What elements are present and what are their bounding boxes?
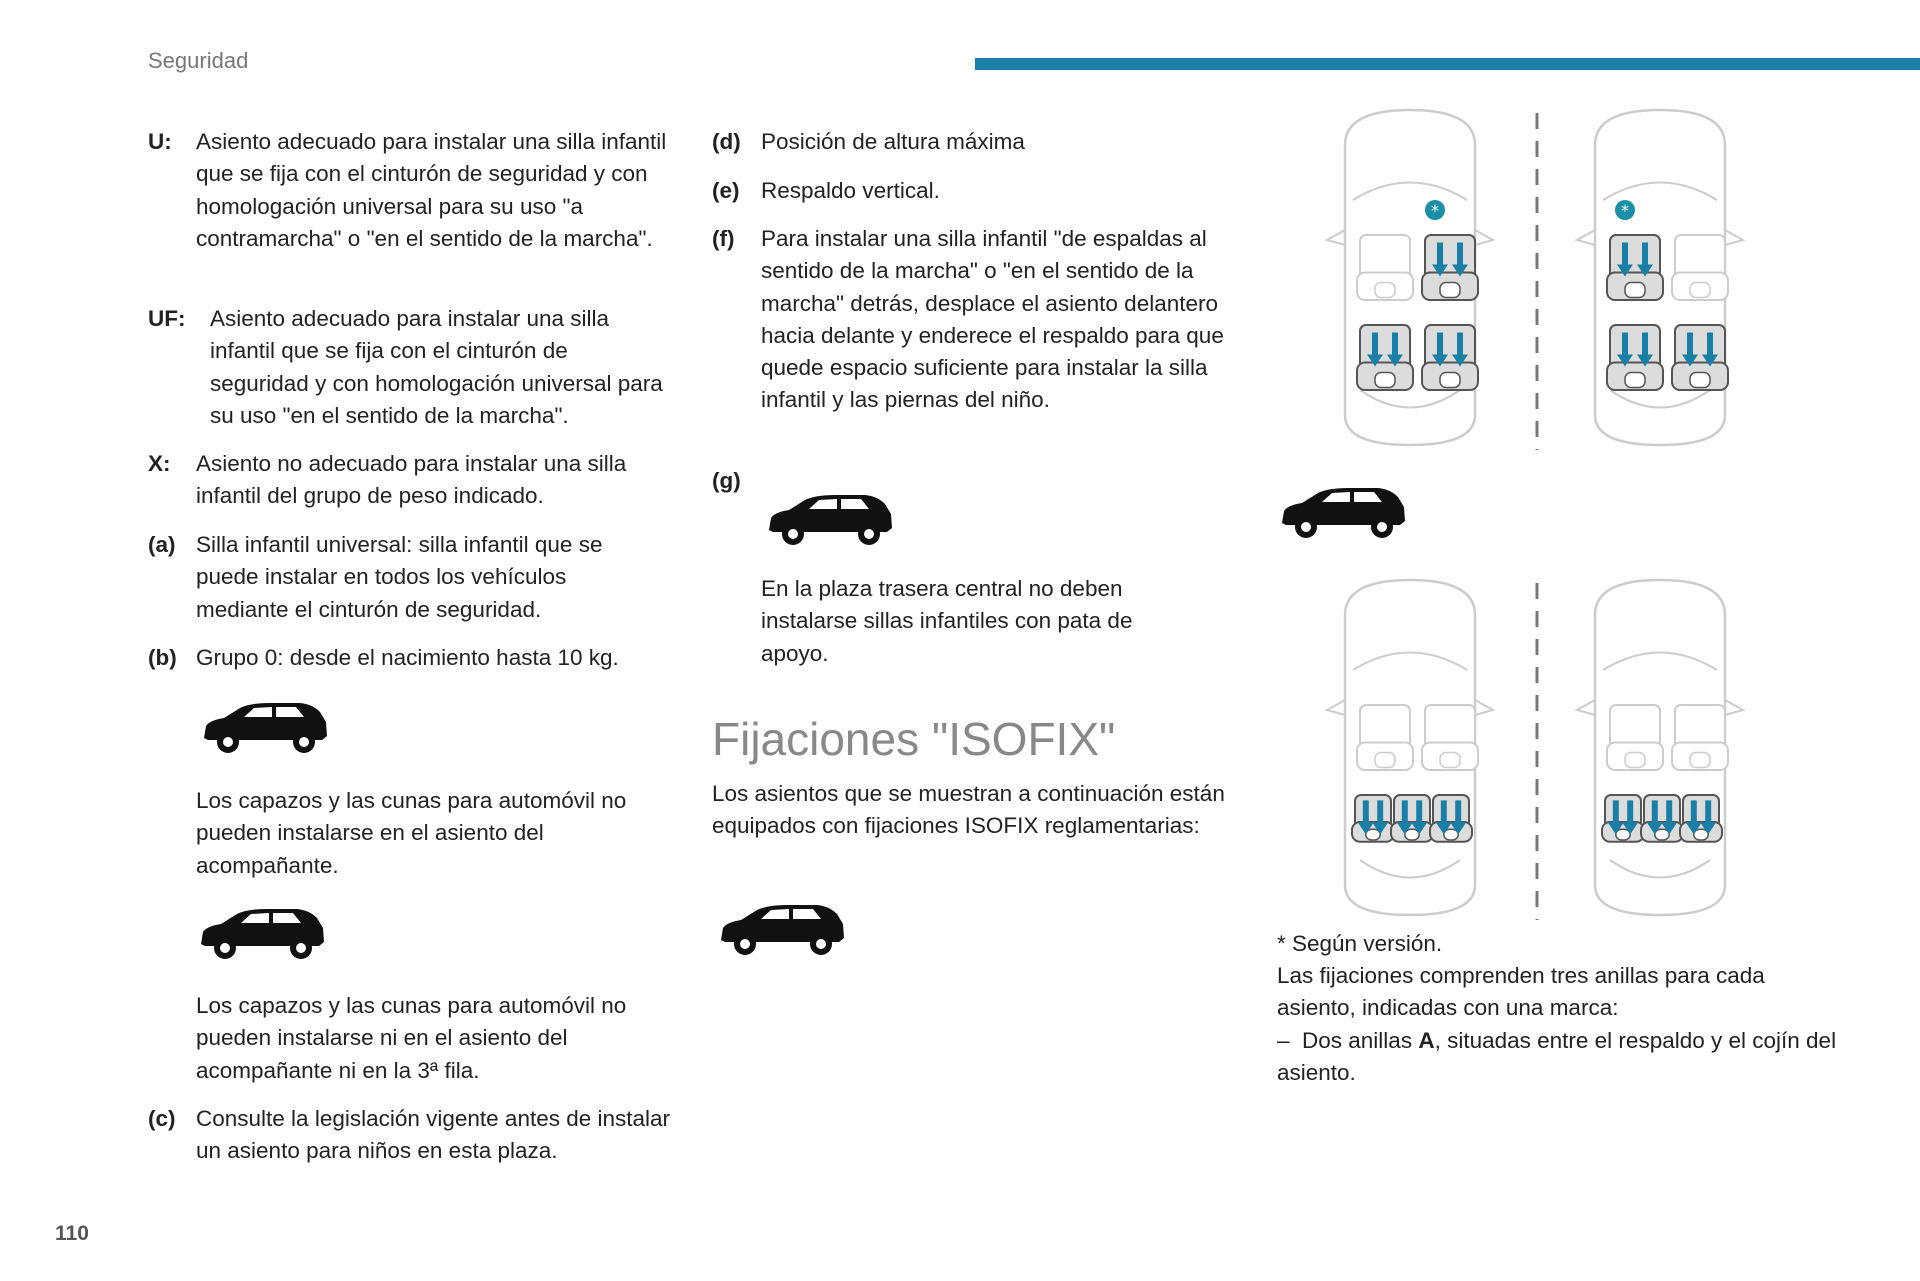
suv-side-icon	[717, 902, 847, 958]
legend-item-uf	[148, 303, 668, 432]
suv-side-icon	[1278, 485, 1408, 541]
legend-item-f	[712, 223, 1237, 417]
header-accent-bar	[975, 58, 1920, 70]
legend-key: (f)	[712, 226, 735, 251]
seat	[1357, 705, 1413, 770]
svg-text:*: *	[1431, 201, 1439, 220]
seat	[1680, 795, 1722, 842]
legend-item-d	[712, 126, 1232, 158]
seat	[1672, 705, 1728, 770]
note-bassinet-third-row: Los capazos y las cunas para automóvil no pueden instalarse ni en el asiento del acompañante ni en la 3ª fila.	[196, 993, 627, 1083]
bullet-prefix: – Dos anillas	[1277, 1028, 1419, 1053]
isofix-heading: Fijaciones "ISOFIX"	[712, 713, 1116, 765]
suv-side-icon	[765, 492, 895, 548]
legend-key: U:	[148, 129, 172, 154]
legend-text: Posición de altura máxima	[761, 129, 1025, 154]
legend-key: (d)	[712, 129, 741, 154]
according-version-asterisk-icon	[1615, 200, 1635, 220]
seat	[1357, 325, 1413, 390]
legend-item-e	[712, 175, 1232, 207]
seat	[1607, 235, 1663, 300]
suv-side-icon	[200, 700, 330, 756]
legend-item-a	[148, 529, 648, 626]
seat	[1422, 325, 1478, 390]
legend-text: Asiento adecuado para instalar una silla infantil que se fija con el cinturón de seguridad y con homologación universal para su uso "en el sentido de la marcha".	[210, 306, 663, 428]
legend-text: Asiento no adecuado para instalar una silla infantil del grupo de peso indicado.	[196, 451, 627, 509]
legend-key: (a)	[148, 532, 176, 557]
legend-key: (c)	[148, 1106, 176, 1131]
seat	[1672, 325, 1728, 390]
seat	[1607, 325, 1663, 390]
svg-text:*: *	[1621, 201, 1629, 220]
isofix-intro: Los asientos que se muestran a continuación están equipados con fijaciones ISOFIX reglamentarias:	[712, 781, 1225, 839]
footnote-version: * Según versión.	[1277, 931, 1443, 956]
seat	[1641, 795, 1683, 842]
legend-text: Asiento adecuado para instalar una silla infantil que se fija con el cinturón de seguridad y con homologación universal para su uso "a contramarcha" o "en el sentido de la marcha".	[196, 129, 667, 251]
legend-item-c	[148, 1103, 688, 1168]
legend-key: UF:	[148, 306, 186, 331]
seat	[1352, 795, 1394, 842]
isofix-description: Las fijaciones comprenden tres anillas para cada asiento, indicadas con una marca:	[1277, 963, 1765, 1021]
legend-key: (e)	[712, 178, 740, 203]
suv-7seat-side-icon	[197, 906, 327, 962]
ring-marker-a: A	[1418, 1028, 1435, 1053]
legend-item-x	[148, 448, 668, 513]
isofix-bullet	[1277, 1025, 1837, 1090]
seat	[1422, 235, 1478, 300]
legend-key: X:	[148, 451, 171, 476]
seat	[1672, 235, 1728, 300]
seat	[1607, 705, 1663, 770]
seat	[1430, 795, 1472, 842]
isofix-seat-diagram-7seat	[1325, 575, 1745, 925]
page-number: 110	[55, 1222, 89, 1245]
legend-key: (b)	[148, 645, 177, 670]
according-version-asterisk-icon	[1425, 200, 1445, 220]
legend-text: Para instalar una silla infantil "de espaldas al sentido de la marcha" o "en el sentido de la marcha" detrás, desplace el asiento delantero hacia delante y enderece el respaldo para que quede espacio suficiente para instalar la silla infantil y las piernas del niño.	[761, 226, 1224, 413]
section-title: Seguridad	[148, 48, 249, 73]
legend-text: Consulte la legislación vigente antes de instalar un asiento para niños en esta plaza.	[196, 1106, 671, 1164]
legend-text: Silla infantil universal: silla infantil que se puede instalar en todos los vehículos mediante el cinturón de seguridad.	[196, 532, 603, 622]
legend-item-u	[148, 126, 668, 255]
isofix-seat-diagram-5seat	[1325, 105, 1745, 455]
legend-item-b	[148, 642, 688, 674]
legend-key: (g)	[712, 468, 741, 493]
note-bassinet-front: Los capazos y las cunas para automóvil no pueden instalarse en el asiento del acompañante.	[196, 788, 627, 878]
bullet-text: , situadas entre el respaldo y el cojín del asiento.	[1277, 1028, 1837, 1086]
seat	[1422, 705, 1478, 770]
legend-text: Respaldo vertical.	[761, 178, 940, 203]
seat	[1357, 235, 1413, 300]
seat	[1391, 795, 1433, 842]
legend-text: Grupo 0: desde el nacimiento hasta 10 kg.	[196, 645, 619, 670]
note-center-rear: En la plaza trasera central no deben instalarse sillas infantiles con pata de apoyo.	[761, 576, 1133, 666]
seat	[1602, 795, 1644, 842]
